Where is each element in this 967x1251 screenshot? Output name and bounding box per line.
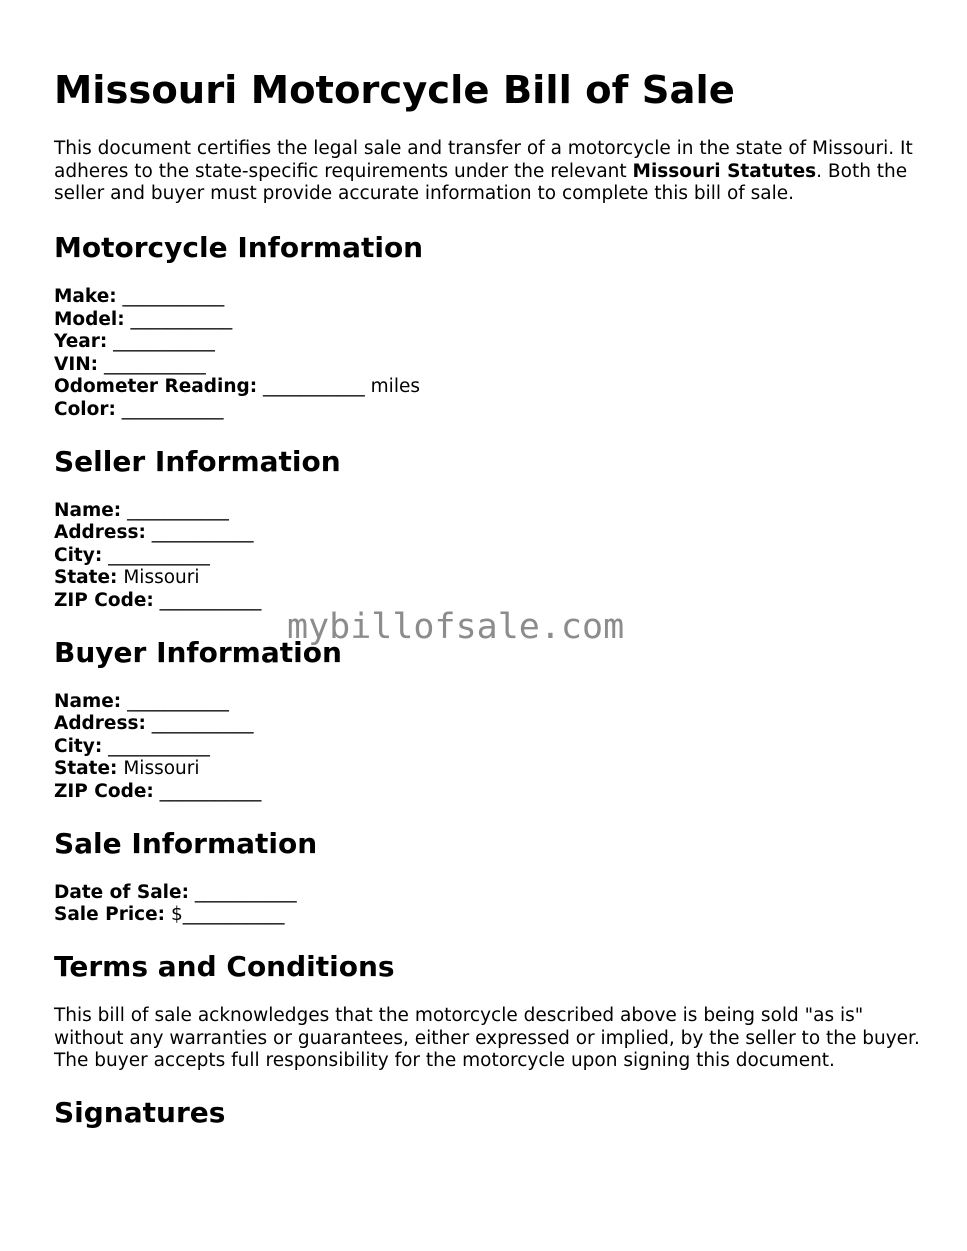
field-value: $___________ — [170, 904, 285, 926]
document-title: Missouri Motorcycle Bill of Sale — [54, 68, 735, 113]
field-value: ___________ — [127, 499, 229, 521]
field-value: ___________ — [151, 522, 254, 544]
seller-name-field — [54, 500, 924, 523]
vin-field — [54, 354, 924, 377]
intro-text-end: . Both the seller and buyer must provide accurate information to complete this bill of sale. — [54, 160, 908, 205]
seller-city-field — [54, 545, 924, 568]
sale-fields — [54, 882, 924, 927]
model-field — [54, 309, 924, 332]
field-label: Sale Price: — [54, 904, 166, 926]
motorcycle-section-heading: Motorcycle Information — [54, 231, 424, 265]
field-label: VIN: — [54, 353, 99, 375]
field-value: ___________ — [122, 286, 225, 308]
watermark-text: mybillofsale.com — [287, 607, 625, 647]
field-value: Missouri — [123, 758, 200, 780]
buyer-zip-field — [54, 781, 924, 804]
field-label: ZIP Code: — [54, 590, 154, 612]
field-label: Make: — [54, 286, 117, 308]
field-label: ZIP Code: — [54, 781, 154, 803]
seller-state-field — [54, 567, 924, 590]
field-value: ___________ — [159, 590, 262, 612]
field-label: Color: — [54, 399, 116, 421]
color-field — [54, 399, 924, 422]
field-label: State: — [54, 567, 118, 589]
terms-paragraph: This bill of sale acknowledges that the motorcycle described above is being sold "as is" without any warranties or guarantees, either expressed or implied, by the seller to the buyer. The buyer accepts full responsibility for the motorcycle upon signing this document. — [54, 1004, 920, 1072]
buyer-section-heading: Buyer Information — [54, 635, 342, 669]
field-value: ___________ — [121, 399, 224, 421]
buyer-fields — [54, 691, 924, 804]
sale-date-field — [54, 882, 924, 905]
field-label: City: — [54, 735, 103, 757]
field-label: Year: — [54, 331, 108, 353]
field-label: Address: — [54, 713, 146, 735]
seller-address-field — [54, 522, 924, 545]
seller-section-heading: Seller Information — [54, 444, 341, 478]
signatures-section-heading: Signatures — [54, 1095, 226, 1129]
field-label: Model: — [54, 308, 125, 330]
field-value: ___________ miles — [263, 376, 420, 398]
buyer-name-field — [54, 691, 924, 714]
field-label: City: — [54, 544, 103, 566]
field-value: ___________ — [108, 544, 210, 566]
field-label: Name: — [54, 499, 122, 521]
field-value: ___________ — [103, 353, 206, 375]
field-label: Address: — [54, 522, 146, 544]
seller-fields — [54, 500, 924, 613]
field-value: ___________ — [151, 713, 254, 735]
terms-section-heading: Terms and Conditions — [54, 949, 395, 983]
buyer-address-field — [54, 713, 924, 736]
field-value: ___________ — [113, 331, 215, 353]
field-value: ___________ — [127, 690, 229, 712]
field-label: Odometer Reading: — [54, 376, 258, 398]
field-value: Missouri — [123, 567, 200, 589]
field-value: ___________ — [194, 881, 297, 903]
intro-paragraph — [54, 138, 924, 206]
sale-price-field — [54, 904, 924, 927]
motorcycle-fields — [54, 286, 924, 422]
field-value: ___________ — [130, 308, 233, 330]
intro-text-start: This document certifies the legal sale and transfer of a motorcycle in the state of Missouri. It adheres to the state-specific requirements under the relevant — [54, 138, 913, 182]
field-label: State: — [54, 758, 118, 780]
year-field — [54, 331, 924, 354]
field-label: Name: — [54, 690, 122, 712]
intro-statutes-bold: Missouri Statutes — [632, 160, 817, 182]
buyer-city-field — [54, 736, 924, 759]
buyer-state-field — [54, 758, 924, 781]
field-value: ___________ — [159, 781, 262, 803]
odometer-field — [54, 376, 924, 399]
sale-section-heading: Sale Information — [54, 826, 318, 860]
field-value: ___________ — [108, 735, 210, 757]
make-field — [54, 286, 924, 309]
field-label: Date of Sale: — [54, 881, 189, 903]
